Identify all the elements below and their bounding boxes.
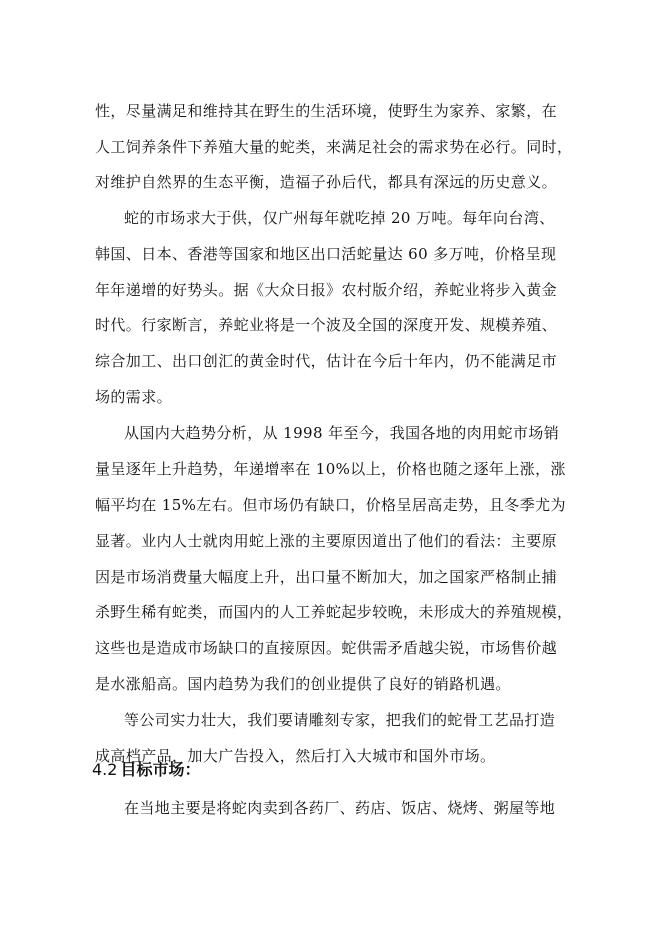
section-title: 目标市场： xyxy=(120,760,201,779)
paragraph-line: 杀野生稀有蛇类，而国内的人工养蛇起步较晚，未形成大的养殖规模， xyxy=(95,603,573,621)
paragraph-line: 幅平均在 15%左右。但市场仍有缺口，价格呈居高走势，且冬季尤为 xyxy=(95,496,566,514)
paragraph-line: 性，尽量满足和维持其在野生的生活环境，使野生为家养、家繁，在 xyxy=(95,102,558,120)
paragraph-line: 年年递增的好势头。据《大众日报》农村版介绍，养蛇业将步入黄金 xyxy=(95,281,558,299)
paragraph-line: 场的需求。 xyxy=(95,388,173,406)
paragraph-line: 是水涨船高。国内趋势为我们的创业提供了良好的销路机遇。 xyxy=(95,675,511,693)
paragraph-line: 从国内大趋势分析，从 1998 年至今，我国各地的肉用蛇市场销 xyxy=(124,424,560,442)
paragraph-line: 因是市场消费量大幅度上升，出口量不断加大，加之国家严格制止捕 xyxy=(95,568,558,586)
paragraph-line: 等公司实力壮大，我们要请雕刻专家，把我们的蛇骨工艺品打造 xyxy=(124,711,556,729)
paragraph-line: 时代。行家断言，养蛇业将是一个波及全国的深度开发、规模养殖、 xyxy=(95,316,558,334)
paragraph-line: 这些也是造成市场缺口的直接原因。蛇供需矛盾越尖锐，市场售价越 xyxy=(95,639,558,657)
section-number: 4.2 xyxy=(92,760,118,779)
paragraph-line: 韩国、日本、香港等国家和地区出口活蛇量达 60 多万吨，价格呈现 xyxy=(95,245,557,263)
section-heading xyxy=(92,758,200,782)
paragraph-line: 综合加工、出口创汇的黄金时代，估计在今后十年内，仍不能满足市 xyxy=(95,352,558,370)
paragraph-line: 成高档产品，加大广告投入，然后打入大城市和国外市场。 xyxy=(95,747,496,765)
paragraph-line: 在当地主要是将蛇肉卖到各药厂、药店、饭店、烧烤、粥屋等地 xyxy=(124,799,556,817)
paragraph-line: 蛇的市场求大于供，仅广州每年就吃掉 20 万吨。每年向台湾、 xyxy=(124,209,555,227)
paragraph-line: 量呈逐年上升趋势，年递增率在 10%以上，价格也随之逐年上涨，涨 xyxy=(95,460,566,478)
paragraph-line: 对维护自然界的生态平衡，造福子孙后代，都具有深远的历史意义。 xyxy=(95,173,558,191)
paragraph-line: 显著。业内人士就肉用蛇上涨的主要原因道出了他们的看法：主要原 xyxy=(95,532,558,550)
paragraph-line: 人工饲养条件下养殖大量的蛇类，来满足社会的需求势在必行。同时， xyxy=(95,138,573,156)
